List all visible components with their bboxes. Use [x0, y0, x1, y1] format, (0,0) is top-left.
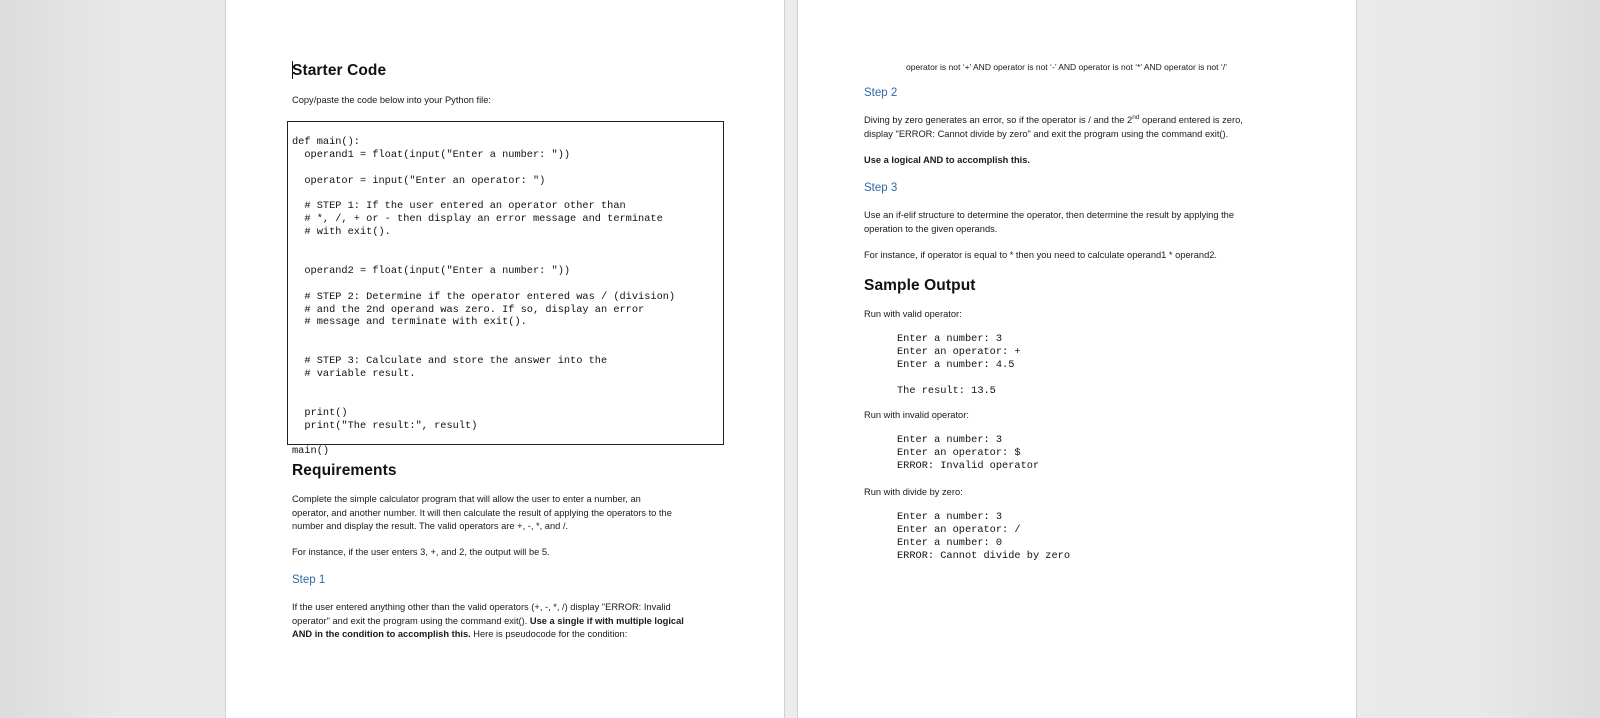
- paragraph-line: operation to the given operands.: [864, 223, 998, 234]
- text-line: [292, 342, 675, 355]
- step2-heading: Step 2: [864, 87, 898, 99]
- text-line: [292, 329, 675, 342]
- text-line: Enter an operator: /: [897, 523, 1021, 536]
- step3-example: For instance, if operator is equal to * then you need to calculate operand1 * operand2.: [864, 250, 1218, 260]
- requirements-heading: Requirements: [292, 462, 397, 479]
- text-line: [292, 239, 675, 252]
- sample-output-heading: Sample Output: [864, 277, 976, 294]
- run-invalid-output: [897, 434, 1039, 473]
- text-line: Enter a number: 4.5: [897, 358, 1015, 371]
- text-line: print(): [292, 406, 348, 419]
- run-valid-label: Run with valid operator:: [864, 309, 962, 319]
- text-line: [292, 162, 675, 175]
- step1-line-1: If the user entered anything other than the valid operators (+, -, *, /) display "ERROR: Invalid: [292, 602, 671, 612]
- text-line: Enter a number: 3: [897, 434, 1003, 446]
- text-line: [897, 372, 1021, 385]
- text-line: # *, /, + or - then display an error message and terminate: [292, 213, 663, 226]
- text-line: def main():: [292, 136, 360, 148]
- text-line: ERROR: Invalid operator: [897, 459, 1040, 472]
- step2-bold-note: Use a logical AND to accomplish this.: [864, 155, 1031, 165]
- step1-line-3-text: Here is pseudocode for the condition:: [470, 629, 628, 640]
- step1-paragraph: [292, 601, 732, 642]
- run-zero-output: [897, 511, 1070, 563]
- text-line: Enter a number: 3: [897, 511, 1003, 523]
- paragraph-line: number and display the result. The valid operators are +, -, *, and /.: [292, 521, 569, 532]
- text-line: [292, 394, 675, 407]
- step2-line-1-text: Diving by zero generates an error, so if the operator is / and the 2: [864, 115, 1133, 125]
- text-line: # message and terminate with exit().: [292, 316, 527, 329]
- text-line: operator = input("Enter an operator: "): [292, 174, 546, 187]
- paragraph-line: operator, and another number. It will then calculate the result of applying the operators to the: [292, 507, 672, 518]
- text-line: # STEP 2: Determine if the operator entered was / (division): [292, 290, 676, 303]
- text-line: [292, 188, 675, 201]
- text-line: print("The result:", result): [292, 419, 478, 432]
- text-line: # and the 2nd operand was zero. If so, display an error: [292, 303, 645, 316]
- step2-paragraph: [864, 114, 1304, 141]
- text-line: [292, 381, 675, 394]
- text-line: Enter an operator: $: [897, 446, 1021, 459]
- step1-line-3-bold: AND in the condition to accomplish this.: [292, 629, 471, 640]
- run-invalid-label: Run with invalid operator:: [864, 410, 969, 420]
- starter-code-heading: Starter Code: [292, 62, 387, 79]
- step2-line-1: [864, 114, 1304, 128]
- text-line: [292, 432, 675, 445]
- text-line: ERROR: Cannot divide by zero: [897, 549, 1071, 562]
- text-line: operand2 = float(input("Enter a number: ")): [292, 264, 571, 277]
- text-line: Enter a number: 0: [897, 536, 1003, 549]
- paragraph-line: Use an if-elif structure to determine the operator, then determine the result by applying the: [864, 210, 1235, 220]
- text-line: main(): [292, 445, 330, 458]
- text-line: operand1 = float(input("Enter a number: ")): [292, 148, 571, 161]
- starter-code-box: [287, 121, 724, 458]
- pseudocode-condition: operator is not ‘+’ AND operator is not ‘-’ AND operator is not ‘*’ AND operator is not ‘/’: [906, 62, 1228, 72]
- text-line: Enter an operator: +: [897, 345, 1021, 358]
- paragraph-line: Complete the simple calculator program that will allow the user to enter a number, an: [292, 494, 641, 504]
- document-page-1: [225, 0, 785, 718]
- step2-superscript: nd: [1132, 113, 1140, 121]
- step1-line-2: [292, 615, 732, 629]
- text-line: # with exit().: [292, 226, 391, 239]
- text-line: [292, 252, 675, 265]
- requirements-paragraph: [292, 493, 672, 534]
- text-line: Enter a number: 3: [897, 333, 1003, 345]
- example-paragraph: For instance, if the user enters 3, +, and 2, the output will be 5.: [292, 547, 550, 557]
- step3-paragraph: [864, 209, 1234, 236]
- copy-instruction: Copy/paste the code below into your Python file:: [292, 95, 491, 105]
- step1-line-3: [292, 628, 732, 642]
- text-line: # STEP 3: Calculate and store the answer into the: [292, 355, 608, 368]
- text-line: # variable result.: [292, 368, 416, 381]
- text-line: # STEP 1: If the user entered an operator other than: [292, 200, 626, 213]
- text-line: [292, 278, 675, 291]
- run-zero-label: Run with divide by zero:: [864, 487, 963, 497]
- step2-line-1-rest: operand entered is zero,: [1139, 115, 1243, 125]
- document-page-2: [797, 0, 1357, 718]
- step2-line-2: display "ERROR: Cannot divide by zero" and exit the program using the command exit().: [864, 128, 1229, 139]
- step1-line-2-text: operator" and exit the program using the command exit().: [292, 615, 530, 626]
- text-line: The result: 13.5: [897, 384, 996, 397]
- step1-heading: Step 1: [292, 574, 326, 586]
- code-block: [292, 136, 675, 458]
- run-valid-output: [897, 333, 1021, 397]
- step3-heading: Step 3: [864, 182, 898, 194]
- step1-line-2-bold: Use a single if with multiple logical: [529, 615, 684, 626]
